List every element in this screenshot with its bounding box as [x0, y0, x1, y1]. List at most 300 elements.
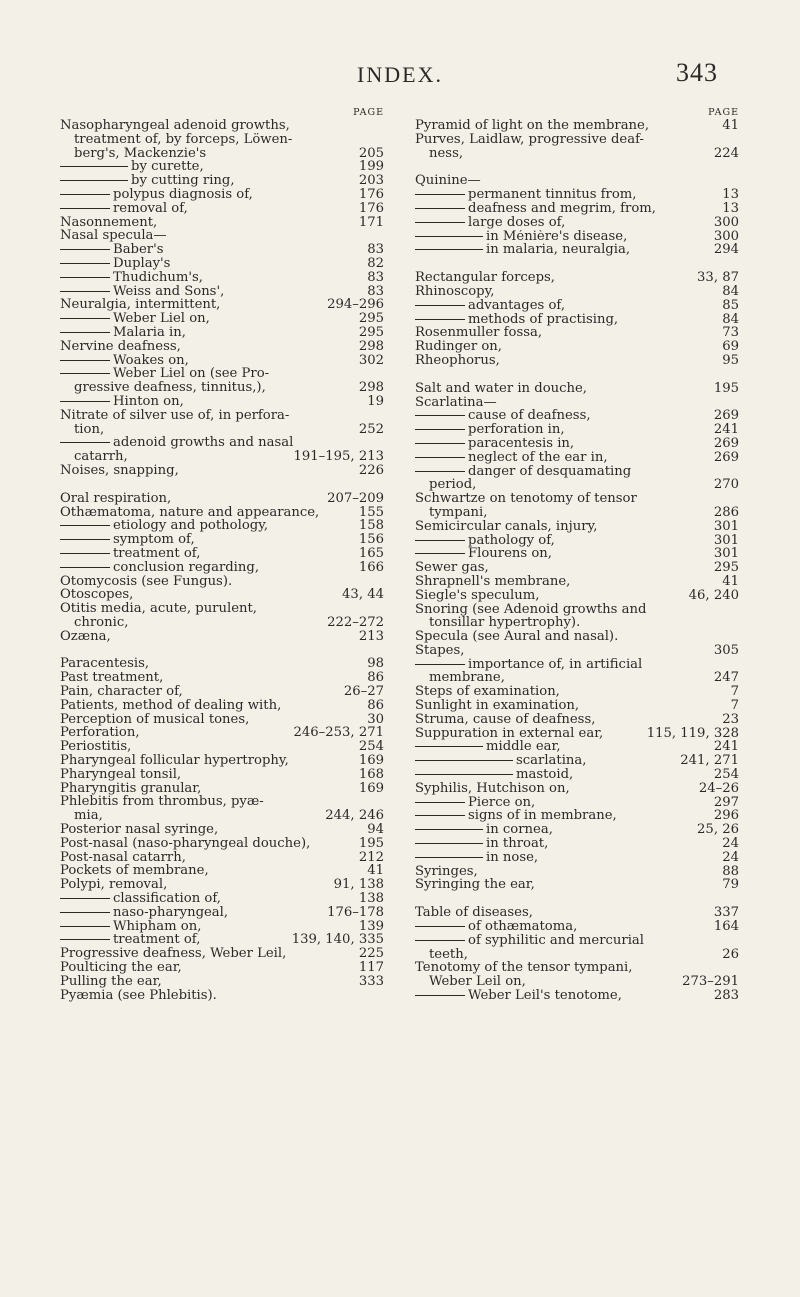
entry-page-ref: 30	[363, 713, 384, 727]
entry-page-ref: 158	[355, 519, 384, 533]
entry-page-ref: 24–26	[695, 782, 739, 796]
entry-term: Duplay's	[113, 256, 171, 271]
repeat-dash	[60, 525, 110, 526]
entry-term: symptom of,	[113, 533, 195, 547]
entry-term: Table of diseases,	[415, 906, 533, 921]
entry-page-ref: 82	[363, 257, 384, 271]
entry-page-ref: 86	[363, 699, 384, 713]
index-entry	[60, 740, 384, 754]
entry-term: Otitis media, acute, purulent,	[60, 602, 257, 617]
index-entry	[415, 216, 739, 230]
entry-term: etiology and pothology,	[113, 519, 269, 534]
entry-page-ref: 294–296	[323, 298, 384, 312]
repeat-dash	[415, 843, 483, 844]
entry-term: period,	[429, 477, 477, 493]
entry-page-ref: 69	[718, 340, 739, 354]
entry-page-ref: 169	[355, 782, 384, 796]
entry-page-ref: 86	[363, 671, 384, 685]
entry-page-ref: 300	[710, 216, 739, 230]
entry-term: ness,	[429, 145, 464, 161]
entry-term: treatment of,	[113, 933, 201, 948]
repeat-dash	[60, 194, 110, 195]
index-entry	[60, 202, 384, 216]
entry-term: Hinton on,	[113, 394, 184, 409]
entry-term: Thudichum's,	[113, 270, 203, 285]
entry-term: Patients, method of dealing with,	[60, 698, 282, 713]
entry-page-ref: 213	[355, 630, 384, 644]
repeat-dash	[415, 222, 465, 223]
entry-term: of syphilitic and mercurial	[468, 933, 644, 948]
entry-page-ref: 244, 246	[321, 809, 384, 823]
index-entry	[415, 547, 739, 561]
index-entry	[60, 989, 384, 1003]
repeat-dash	[60, 442, 110, 443]
index-entry	[415, 230, 739, 244]
entry-term: Woakes on,	[113, 353, 189, 368]
index-entry	[60, 257, 384, 271]
index-entry	[60, 174, 384, 188]
repeat-dash	[415, 802, 465, 803]
entry-term: classification of,	[113, 892, 221, 906]
index-entry	[60, 354, 384, 368]
index-entry	[415, 396, 739, 410]
entry-term: catarrh,	[74, 449, 128, 464]
entry-page-ref: 205	[355, 147, 384, 161]
entry-page-ref: 84	[718, 285, 739, 299]
index-entry	[60, 285, 384, 299]
page-number: 343	[676, 58, 718, 87]
index-entry	[415, 492, 739, 520]
index-entry	[415, 809, 739, 823]
index-entry	[60, 312, 384, 326]
entry-term: Oral respiration,	[60, 491, 172, 506]
entry-page-ref: 283	[710, 989, 739, 1003]
entry-term: Salt and water in douche,	[415, 381, 587, 396]
entry-term: danger of desquamating	[468, 464, 632, 479]
entry-page-ref: 176–178	[323, 906, 384, 920]
index-entry	[415, 174, 739, 188]
entry-term: Past treatment,	[60, 671, 164, 686]
entry-term: of othæmatoma,	[468, 920, 578, 934]
entry-page-ref: 139, 140, 335	[288, 933, 384, 947]
index-entry	[415, 837, 739, 851]
entry-term: Stapes,	[415, 643, 465, 658]
repeat-dash	[415, 995, 465, 996]
index-entry	[415, 589, 739, 603]
entry-term: Pharyngeal tonsil,	[60, 767, 182, 782]
index-entry	[60, 768, 384, 782]
repeat-dash	[415, 746, 483, 747]
index-entry	[415, 119, 739, 133]
index-entry	[60, 588, 384, 602]
entry-term: mastoid,	[516, 768, 574, 782]
index-entry	[60, 188, 384, 202]
entry-term: Progressive deafness, Weber Leil,	[60, 947, 287, 962]
index-entry	[60, 920, 384, 934]
entry-page-ref: 23	[718, 713, 739, 727]
entry-term: scarlatina,	[516, 754, 587, 769]
entry-term: Purves, Laidlaw, progressive deaf-	[415, 132, 644, 147]
entry-page-ref: 26–27	[340, 685, 384, 699]
entry-page-ref: 254	[355, 740, 384, 754]
index-entry	[415, 423, 739, 437]
entry-page-ref: 138	[355, 892, 384, 906]
entry-page-ref: 25, 26	[693, 823, 739, 837]
entry-term: Polypi, removal,	[60, 878, 168, 893]
section-gap	[415, 892, 739, 906]
entry-page-ref: 115, 119, 328	[643, 727, 739, 741]
index-entry	[415, 878, 739, 892]
repeat-dash	[60, 939, 110, 940]
entry-term: Scarlatina—	[415, 395, 497, 410]
entry-page-ref: 98	[363, 657, 384, 671]
entry-term: Quinine—	[415, 174, 481, 189]
index-entry	[60, 326, 384, 340]
index-entry	[415, 989, 739, 1003]
entry-term: Sewer gas,	[415, 561, 489, 575]
index-entry	[415, 727, 739, 741]
entry-page-ref: 226	[355, 464, 384, 478]
entry-term: Perception of musical tones,	[60, 712, 250, 727]
entry-term: Flourens on,	[468, 547, 552, 562]
entry-term: Pulling the ear,	[60, 974, 162, 989]
repeat-dash	[60, 912, 110, 913]
entry-term: methods of practising,	[468, 312, 619, 327]
repeat-dash	[60, 926, 110, 927]
entry-page-ref: 254	[710, 768, 739, 782]
index-entry	[60, 961, 384, 975]
index-entry	[60, 726, 384, 740]
entry-page-ref: 176	[355, 188, 384, 202]
running-head	[0, 58, 800, 98]
entry-page-ref: 195	[710, 382, 739, 396]
index-entry	[415, 934, 739, 962]
repeat-dash	[60, 553, 110, 554]
entry-page-ref: 13	[718, 188, 739, 202]
entry-term: treatment of, by forceps, Löwen-	[74, 131, 293, 147]
entry-term: Phlebitis from thrombus, pyæ-	[60, 795, 264, 810]
entry-term: chronic,	[74, 614, 129, 630]
repeat-dash	[60, 291, 110, 292]
index-entry	[415, 299, 739, 313]
index-entry	[415, 630, 739, 644]
entry-term: Pyramid of light on the membrane,	[415, 119, 650, 133]
entry-term: in cornea,	[486, 823, 553, 838]
entry-term: middle ear,	[486, 740, 561, 755]
index-entry	[60, 436, 384, 464]
entry-page-ref: 295	[355, 326, 384, 340]
entry-page-ref: 41	[363, 864, 384, 878]
entry-term: Rhinoscopy,	[415, 284, 495, 299]
repeat-dash	[60, 180, 128, 181]
index-entry	[60, 657, 384, 671]
entry-term: naso-pharyngeal,	[113, 905, 229, 920]
entry-term: Othæmatoma, nature and appearance,	[60, 505, 320, 520]
entry-page-ref: 333	[355, 975, 384, 989]
entry-term: gressive deafness, tinnitus,),	[74, 380, 266, 395]
index-entry	[60, 340, 384, 354]
index-entry	[415, 243, 739, 257]
index-entry	[60, 795, 384, 823]
entry-page-ref: 13	[718, 202, 739, 216]
entry-term: membrane,	[429, 670, 505, 686]
entry-term: Syphilis, Hutchison on,	[415, 781, 570, 796]
entry-page-ref: 164	[710, 920, 739, 934]
index-entry	[60, 892, 384, 906]
entry-term: Siegle's speculum,	[415, 588, 540, 603]
entry-term: Perforation,	[60, 726, 140, 741]
index-entry	[60, 671, 384, 685]
entry-page-ref: 165	[355, 547, 384, 561]
index-entry	[415, 961, 739, 989]
entry-page-ref: 252	[355, 423, 384, 437]
index-entry	[415, 754, 739, 768]
repeat-dash	[415, 194, 465, 195]
index-entry	[415, 603, 739, 631]
repeat-dash	[60, 898, 110, 899]
entry-page-ref: 300	[710, 230, 739, 244]
entry-term: by curette,	[131, 160, 204, 175]
entry-page-ref: 241	[710, 423, 739, 437]
index-entry	[415, 188, 739, 202]
index-entry	[415, 920, 739, 934]
entry-term: Rectangular forceps,	[415, 271, 556, 285]
entry-term: tonsillar hypertrophy).	[429, 615, 581, 631]
index-entry	[415, 340, 739, 354]
entry-term: Paracentesis,	[60, 657, 150, 672]
entry-page-ref: 269	[710, 451, 739, 465]
entry-term: Nasopharyngeal adenoid growths,	[60, 119, 290, 133]
entry-page-ref: 295	[355, 312, 384, 326]
repeat-dash	[415, 319, 465, 320]
entry-term: Nasonnement,	[60, 215, 158, 230]
entry-page-ref: 7	[727, 699, 739, 713]
entry-term: Weber Liel on (see Pro-	[113, 367, 270, 382]
entry-page-ref: 269	[710, 409, 739, 423]
entry-term: in throat,	[486, 837, 549, 851]
entry-term: neglect of the ear in,	[468, 450, 608, 465]
index-entry	[415, 437, 739, 451]
index-entry	[60, 602, 384, 630]
index-entry	[60, 947, 384, 961]
entry-term: treatment of,	[113, 546, 201, 561]
entry-term: Syringes,	[415, 864, 478, 879]
entry-term: Semicircular canals, injury,	[415, 519, 598, 534]
entry-page-ref: 302	[355, 354, 384, 368]
entry-page-ref: 286	[710, 506, 739, 520]
index-entry	[60, 298, 384, 312]
index-entry	[415, 768, 739, 782]
index-entry	[60, 713, 384, 727]
index-entry	[415, 520, 739, 534]
entry-page-ref: 298	[355, 381, 384, 395]
entry-term: Nitrate of silver use of, in perfora-	[60, 408, 290, 423]
entry-page-ref: 117	[355, 961, 384, 975]
running-head-title: INDEX.	[357, 62, 443, 87]
entry-page-ref: 85	[718, 299, 739, 313]
index-entry	[415, 685, 739, 699]
entry-page-ref: 169	[355, 754, 384, 768]
entry-page-ref: 241, 271	[676, 754, 739, 768]
section-gap	[415, 368, 739, 382]
entry-term: Noises, snapping,	[60, 463, 179, 478]
entry-term: Sunlight in examination,	[415, 699, 580, 713]
index-entry	[60, 864, 384, 878]
index-entry	[60, 630, 384, 644]
entry-page-ref: 270	[710, 478, 739, 492]
entry-page-ref: 305	[710, 644, 739, 658]
index-entry	[415, 202, 739, 216]
repeat-dash	[415, 553, 465, 554]
repeat-dash	[60, 166, 128, 167]
entry-page-ref: 83	[363, 243, 384, 257]
index-entry	[415, 782, 739, 796]
entry-term: Weber Liel on,	[113, 312, 210, 326]
entry-term: Neuralgia, intermittent,	[60, 298, 221, 313]
entry-term: Syringing the ear,	[415, 878, 535, 893]
repeat-dash	[60, 539, 110, 540]
index-entry	[415, 699, 739, 713]
section-gap	[415, 160, 739, 174]
repeat-dash	[60, 332, 110, 333]
index-entry	[60, 975, 384, 989]
repeat-dash	[415, 249, 483, 250]
entry-term: Weber Leil on,	[429, 974, 526, 990]
entry-page-ref: 295	[710, 561, 739, 575]
index-entry	[415, 271, 739, 285]
repeat-dash	[60, 360, 110, 361]
entry-page-ref: 301	[710, 534, 739, 548]
repeat-dash	[60, 373, 110, 374]
entry-term: cause of deafness,	[468, 409, 591, 424]
entry-page-ref: 94	[363, 823, 384, 837]
entry-term: Baber's	[113, 243, 164, 257]
entry-page-ref: 73	[718, 326, 739, 340]
repeat-dash	[60, 208, 110, 209]
entry-page-ref: 207–209	[323, 492, 384, 506]
entry-term: in malaria, neuralgia,	[486, 243, 631, 258]
entry-term: in Ménière's disease,	[486, 229, 628, 244]
index-entry	[60, 906, 384, 920]
index-entry	[60, 243, 384, 257]
repeat-dash	[415, 760, 513, 761]
entry-term: Pain, character of,	[60, 685, 183, 699]
entry-page-ref: 95	[718, 354, 739, 368]
index-entry	[60, 216, 384, 230]
entry-term: Weiss and Sons',	[113, 284, 225, 299]
entry-page-ref: 296	[710, 809, 739, 823]
repeat-dash	[415, 443, 465, 444]
entry-term: adenoid growths and nasal	[113, 436, 294, 451]
index-entry	[415, 561, 739, 575]
entry-page-ref: 176	[355, 202, 384, 216]
entry-term: Rosenmuller fossa,	[415, 326, 543, 341]
index-entry	[60, 878, 384, 892]
repeat-dash	[415, 471, 465, 472]
entry-page-ref: 297	[710, 796, 739, 810]
entry-term: importance of, in artificial	[468, 657, 643, 672]
section-gap	[60, 643, 384, 657]
index-entry	[415, 326, 739, 340]
entry-page-ref: 222–272	[323, 616, 384, 630]
index-entry	[415, 823, 739, 837]
entry-term: tympani,	[429, 504, 488, 520]
entry-page-ref: 337	[710, 906, 739, 920]
entry-term: polypus diagnosis of,	[113, 187, 253, 202]
entry-term: Pockets of membrane,	[60, 864, 209, 879]
repeat-dash	[415, 857, 483, 858]
page-column-label: PAGE	[353, 107, 384, 118]
index-entry	[415, 285, 739, 299]
entry-term: mia,	[74, 808, 103, 824]
entry-term: removal of,	[113, 201, 188, 216]
repeat-dash	[415, 429, 465, 430]
index-column-left	[60, 107, 384, 1002]
index-entry	[415, 658, 739, 686]
entry-page-ref: 91, 138	[330, 878, 384, 892]
index-entry	[415, 796, 739, 810]
index-entry	[60, 547, 384, 561]
entry-term: Malaria in,	[113, 325, 186, 340]
entry-term: signs of in membrane,	[468, 809, 617, 824]
entry-page-ref: 166	[355, 561, 384, 575]
entry-page-ref: 83	[363, 285, 384, 299]
entry-page-ref: 241	[710, 740, 739, 754]
page-column-label: PAGE	[708, 107, 739, 118]
repeat-dash	[60, 401, 110, 402]
entry-page-ref: 212	[355, 851, 384, 865]
index-entry	[60, 160, 384, 174]
entry-page-ref: 19	[363, 395, 384, 409]
repeat-dash	[415, 664, 465, 665]
entry-page-ref: 246–253, 271	[290, 726, 385, 740]
index-entry	[60, 367, 384, 395]
index-entry	[60, 409, 384, 437]
entry-term: Suppuration in external ear,	[415, 726, 604, 741]
index-entry	[60, 782, 384, 796]
index-entry	[415, 313, 739, 327]
entry-page-ref: 294	[710, 243, 739, 257]
index-entry	[60, 823, 384, 837]
repeat-dash	[415, 940, 465, 941]
entry-term: Snoring (see Adenoid growths and	[415, 602, 647, 617]
index-entry	[60, 533, 384, 547]
index-entry	[415, 534, 739, 548]
entry-term: conclusion regarding,	[113, 560, 260, 575]
entry-term: Otoscopes,	[60, 588, 134, 603]
index-entry	[415, 575, 739, 589]
entry-term: Ozæna,	[60, 629, 111, 644]
entry-term: Rudinger on,	[415, 340, 502, 354]
repeat-dash	[415, 829, 483, 830]
index-entry	[415, 133, 739, 161]
entry-page-ref: 156	[355, 533, 384, 547]
entry-page-ref: 203	[355, 174, 384, 188]
section-gap	[60, 478, 384, 492]
index-entry	[60, 933, 384, 947]
entry-term: deafness and megrim, from,	[468, 201, 656, 216]
repeat-dash	[415, 540, 465, 541]
repeat-dash	[415, 208, 465, 209]
index-entry	[415, 644, 739, 658]
index-entry	[415, 451, 739, 465]
index-entry	[60, 561, 384, 575]
index-entry	[415, 865, 739, 879]
index-entry	[60, 395, 384, 409]
entry-term: in nose,	[486, 850, 539, 865]
repeat-dash	[60, 318, 110, 319]
entry-term: Periostitis,	[60, 740, 132, 755]
